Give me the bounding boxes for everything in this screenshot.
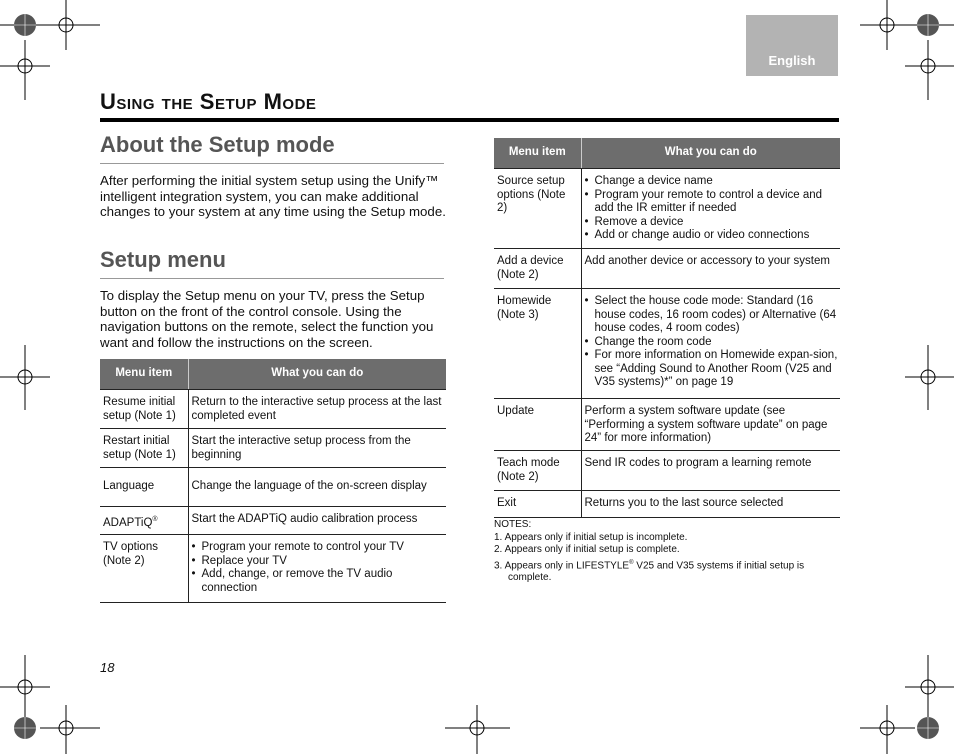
note-3-part-a: 3. Appears only in LIFESTYLE	[494, 559, 630, 571]
list-item: • Change the room code	[585, 336, 839, 350]
col-what-you-can-do: What you can do	[188, 359, 446, 390]
list-item: • Program your remote to control your TV	[192, 541, 445, 555]
description-cell	[188, 535, 446, 603]
description-cell	[581, 289, 840, 399]
page-number: 18	[100, 660, 115, 675]
list-item: • Select the house code mode: Standard (16 house codes, 16 room codes) or Alternative (64 house codes, 4 room codes)	[585, 295, 839, 336]
bullet-list	[585, 295, 839, 390]
description-cell: Return to the interactive setup process at the last completed event	[188, 390, 446, 429]
about-heading: About the Setup mode	[100, 131, 444, 164]
menu-item-cell: TV options (Note 2)	[100, 535, 188, 603]
menu-item-cell	[100, 507, 188, 535]
list-item: • For more information on Homewide expan-sion, see “Adding Sound to Another Room (V25 and V35 systems)*” on page 19	[585, 349, 839, 390]
description-cell: Returns you to the last source selected	[581, 491, 840, 518]
setup-menu-heading: Setup menu	[100, 246, 444, 279]
table-row	[100, 429, 446, 468]
description-cell: Perform a system software update (see “Performing a system software update” on page 24” for more information)	[581, 399, 840, 451]
menu-item-cell: Homewide (Note 3)	[494, 289, 581, 399]
note-3	[494, 557, 839, 585]
menu-item-cell: Exit	[494, 491, 581, 518]
description-cell: Send IR codes to program a learning remote	[581, 451, 840, 491]
note-1: 1. Appears only if initial setup is incomplete.	[494, 531, 688, 543]
about-text: After performing the initial system setup using the Unify™ intelligent integration system, you can make additional changes to your system at any time using the Setup mode.	[100, 173, 446, 219]
table-row	[494, 249, 840, 289]
note-2: 2. Appears only if initial setup is complete.	[494, 544, 680, 555]
note-3-part-b: V25 and V35 systems if initial setup is complete.	[508, 559, 805, 584]
table-row	[494, 399, 840, 451]
menu-item-cell: Add a device (Note 2)	[494, 249, 581, 289]
chapter-title: Using the Setup Mode	[100, 89, 317, 114]
notes-title: NOTES:	[494, 519, 532, 530]
table-row	[100, 390, 446, 429]
list-item: • Add, change, or remove the TV audio connection	[192, 568, 445, 595]
setup-menu-table-left	[100, 359, 446, 603]
table-header	[494, 138, 840, 169]
menu-item-cell: Restart initial setup (Note 1)	[100, 429, 188, 468]
list-item: • Add or change audio or video connections	[585, 229, 839, 243]
table-row	[494, 451, 840, 491]
menu-item-cell: Source setup options (Note 2)	[494, 169, 581, 249]
list-item: • Remove a device	[585, 216, 839, 230]
registered-mark: ®	[629, 559, 634, 566]
description-cell: Start the ADAPTiQ audio calibration process	[188, 507, 446, 535]
setup-menu-table-right	[494, 138, 840, 518]
table-row	[100, 507, 446, 535]
list-item: • Replace your TV	[192, 555, 445, 569]
table-row	[494, 491, 840, 518]
table-row	[100, 535, 446, 603]
col-menu-item: Menu item	[494, 138, 581, 169]
menu-item-cell: Teach mode (Note 2)	[494, 451, 581, 491]
language-tab	[746, 15, 838, 76]
description-cell: Start the interactive setup process from the beginning	[188, 429, 446, 468]
list-item: • Program your remote to control a device and add the IR emitter if needed	[585, 189, 839, 216]
table-row	[100, 468, 446, 507]
list-item: • Change a device name	[585, 175, 839, 189]
table-header	[100, 359, 446, 390]
setup-menu-text: To display the Setup menu on your TV, press the Setup button on the front of the control console. Using the navigation buttons on the remote, select the function you want and follow the instructions on the screen.	[100, 288, 434, 350]
col-menu-item: Menu item	[100, 359, 188, 390]
bullet-list	[585, 175, 839, 243]
menu-item-label: ADAPTiQ	[103, 516, 153, 529]
description-cell	[581, 169, 840, 249]
notes	[494, 519, 839, 585]
registered-mark: ®	[152, 516, 158, 523]
menu-item-cell: Language	[100, 468, 188, 507]
table-row	[494, 169, 840, 249]
description-cell: Add another device or accessory to your system	[581, 249, 840, 289]
menu-item-cell: Resume initial setup (Note 1)	[100, 390, 188, 429]
chapter-rule	[100, 118, 839, 122]
menu-item-cell: Update	[494, 399, 581, 451]
bullet-list	[192, 541, 445, 595]
col-what-you-can-do: What you can do	[581, 138, 840, 169]
language-label: English	[768, 53, 816, 68]
description-cell: Change the language of the on-screen display	[188, 468, 446, 507]
table-row	[494, 289, 840, 399]
